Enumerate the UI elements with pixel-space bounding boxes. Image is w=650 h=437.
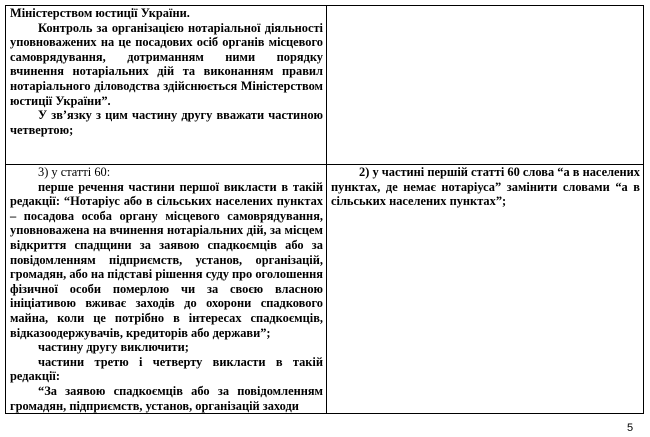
cell-paragraph: частини третю і четверту викласти в такій редакції: <box>10 354 323 384</box>
cell-heading: 3) у статті 60: <box>38 165 111 179</box>
cell-paragraph: 2) у частині першій статті 60 слова “а в населених пунктах, де немає нотаріуса” замінити словами “а в сільських населених пунктах”; <box>331 165 640 209</box>
right-cell <box>327 165 644 414</box>
cell-paragraph: “За заявою спадкоємців або за повідомленням громадян, підприємств, установ, організацій заходи <box>10 383 323 413</box>
cell-text-line: Міністерством юстиції України. <box>10 6 190 20</box>
comparison-table <box>5 5 644 414</box>
cell-paragraph: Контроль за організацією нотаріальної діяльності уповноважених на це посадових осіб органів місцевого самоврядування, дотриманням ними порядку вчинення нотаріальних дій та виконанням правил нотаріального діловодства здійснюється Міністерством юстиції України”. <box>10 20 323 108</box>
table-row <box>6 6 644 165</box>
cell-paragraph: частину другу виключити; <box>38 340 189 355</box>
page-number: 5 <box>627 422 634 434</box>
left-cell <box>6 165 327 414</box>
cell-paragraph: перше речення частини першої викласти в такій редакції: “Нотаріус або в сільських населених пунктах – посадова особа органу місцевого самоврядування, уповноважена на вчинення нотаріальних дій, за місцем відкриття спадщини за заявою спадкоємців або за повідомленням підприємств, установ, організацій, громадян, або на підставі рішення суду про оголошення фізичної особи померлою чи за своєю власною ініціативою вживає заходів до охорони спадкового майна, коли це потрібно в інтересах спадкоємців, відказоодержувачів, кредиторів або держави”; <box>10 179 323 340</box>
left-cell <box>6 6 327 165</box>
right-cell <box>327 6 644 165</box>
cell-paragraph: У зв’язку з цим частину другу вважати частиною четвертою; <box>10 108 323 137</box>
table-row <box>6 165 644 414</box>
